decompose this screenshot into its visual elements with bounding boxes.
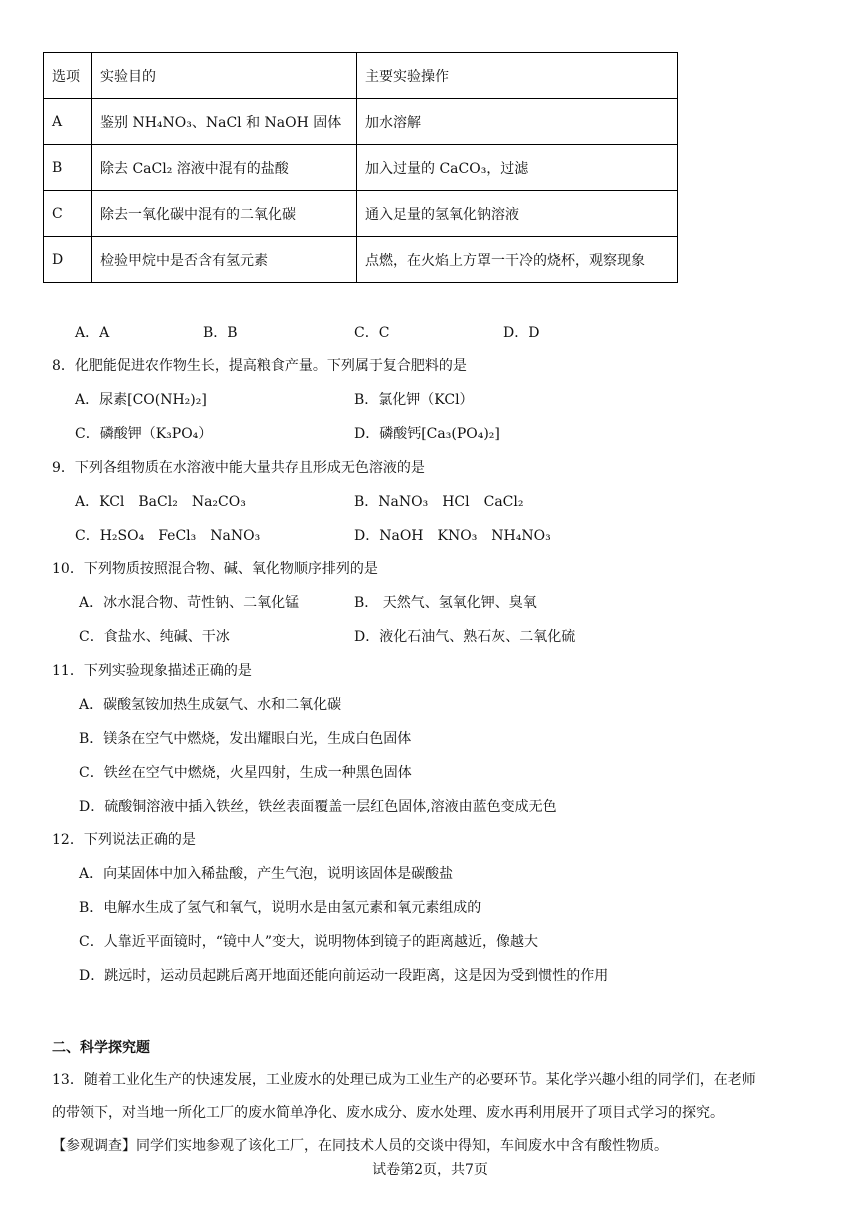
q13-line-3: 【参观调查】同学们实地参观了该化工厂，在同技术人员的交谈中得知，车间废水中含有酸性物质。 (52, 1138, 668, 1154)
table-cell: 通入足量的氢氧化钠溶液 (357, 191, 678, 237)
q9-option-c: C．H₂SO₄ FeCl₃ NaNO₃ (75, 528, 261, 544)
q8-option-b: B．氯化钾（KCl） (354, 392, 474, 408)
q9-option-d: D．NaOH KNO₃ NH₄NO₃ (354, 528, 551, 544)
table-cell: 除去一氧化碳中混有的二氧化碳 (92, 191, 357, 237)
q12-option-a: A．向某固体中加入稀盐酸，产生气泡，说明该固体是碳酸盐 (79, 866, 454, 882)
q11-stem: 11．下列实验现象描述正确的是 (52, 663, 252, 679)
q13-line-1: 13．随着工业化生产的快速发展，工业废水的处理已成为工业生产的必要环节。某化学兴趣小组的同学们，在老师 (52, 1072, 756, 1088)
table-header-cell: 实验目的 (92, 53, 357, 99)
q9-option-a: A．KCl BaCl₂ Na₂CO₃ (75, 494, 246, 510)
table-cell: D (44, 237, 92, 283)
q12-option-b: B．电解水生成了氢气和氧气，说明水是由氢元素和氧元素组成的 (79, 900, 482, 916)
table-cell: 除去 CaCl₂ 溶液中混有的盐酸 (92, 145, 357, 191)
q8-option-d: D．磷酸钙[Ca₃(PO₄)₂] (354, 426, 500, 442)
q11-option-a: A．碳酸氢铵加热生成氨气、水和二氧化碳 (79, 697, 342, 713)
table-cell: 加水溶解 (357, 99, 678, 145)
q11-option-d: D．硫酸铜溶液中插入铁丝，铁丝表面覆盖一层红色固体,溶液由蓝色变成无色 (79, 799, 557, 815)
table-cell: A (44, 99, 92, 145)
q7-option-a: A．A (75, 325, 110, 341)
q10-option-a: A．冰水混合物、苛性钠、二氧化锰 (79, 595, 300, 611)
q7-option-b: B．B (203, 325, 238, 341)
q9-stem: 9．下列各组物质在水溶液中能大量共存且形成无色溶液的是 (52, 460, 425, 476)
q10-option-c: C．食盐水、纯碱、干冰 (79, 629, 230, 645)
table-row (44, 145, 678, 191)
q12-option-d: D．跳远时，运动员起跳后离开地面还能向前运动一段距离，这是因为受到惯性的作用 (79, 968, 609, 984)
page-footer: 试卷第2页，共7页 (372, 1162, 488, 1178)
q9-option-b: B．NaNO₃ HCl CaCl₂ (354, 494, 524, 510)
q12-stem: 12．下列说法正确的是 (52, 832, 196, 848)
table-cell: B (44, 145, 92, 191)
table-cell: C (44, 191, 92, 237)
q7-option-c: C．C (354, 325, 390, 341)
table-cell: 鉴别 NH₄NO₃、NaCl 和 NaOH 固体 (92, 99, 357, 145)
q10-stem: 10．下列物质按照混合物、碱、氧化物顺序排列的是 (52, 561, 378, 577)
q10-option-d: D．液化石油气、熟石灰、二氧化硫 (354, 629, 576, 645)
q8-option-c: C．磷酸钾（K₃PO₄） (75, 426, 213, 442)
experiment-table (43, 52, 678, 283)
table-cell: 加入过量的 CaCO₃，过滤 (357, 145, 678, 191)
q8-stem: 8．化肥能促进农作物生长，提高粮食产量。下列属于复合肥料的是 (52, 358, 467, 374)
table-header-cell: 主要实验操作 (357, 53, 678, 99)
table-row (44, 99, 678, 145)
table-row (44, 191, 678, 237)
q11-option-c: C．铁丝在空气中燃烧，火星四射，生成一种黑色固体 (79, 765, 412, 781)
q10-option-b: B． 天然气、氢氧化钾、臭氧 (354, 595, 537, 611)
q13-line-2: 的带领下，对当地一所化工厂的废水简单净化、废水成分、废水处理、废水再利用展开了项目式学习的探究。 (52, 1105, 724, 1121)
q11-option-b: B．镁条在空气中燃烧，发出耀眼白光，生成白色固体 (79, 731, 412, 747)
q7-option-d: D．D (503, 325, 540, 341)
table-cell: 检验甲烷中是否含有氢元素 (92, 237, 357, 283)
table-cell: 点燃，在火焰上方罩一干冷的烧杯，观察现象 (357, 237, 678, 283)
table-row (44, 237, 678, 283)
table-header-row (44, 53, 678, 99)
section-heading: 二、科学探究题 (52, 1040, 150, 1056)
q8-option-a: A．尿素[CO(NH₂)₂] (75, 392, 207, 408)
q12-option-c: C．人靠近平面镜时，“镜中人”变大，说明物体到镜子的距离越近，像越大 (79, 934, 539, 950)
table-header-cell: 选项 (44, 53, 92, 99)
